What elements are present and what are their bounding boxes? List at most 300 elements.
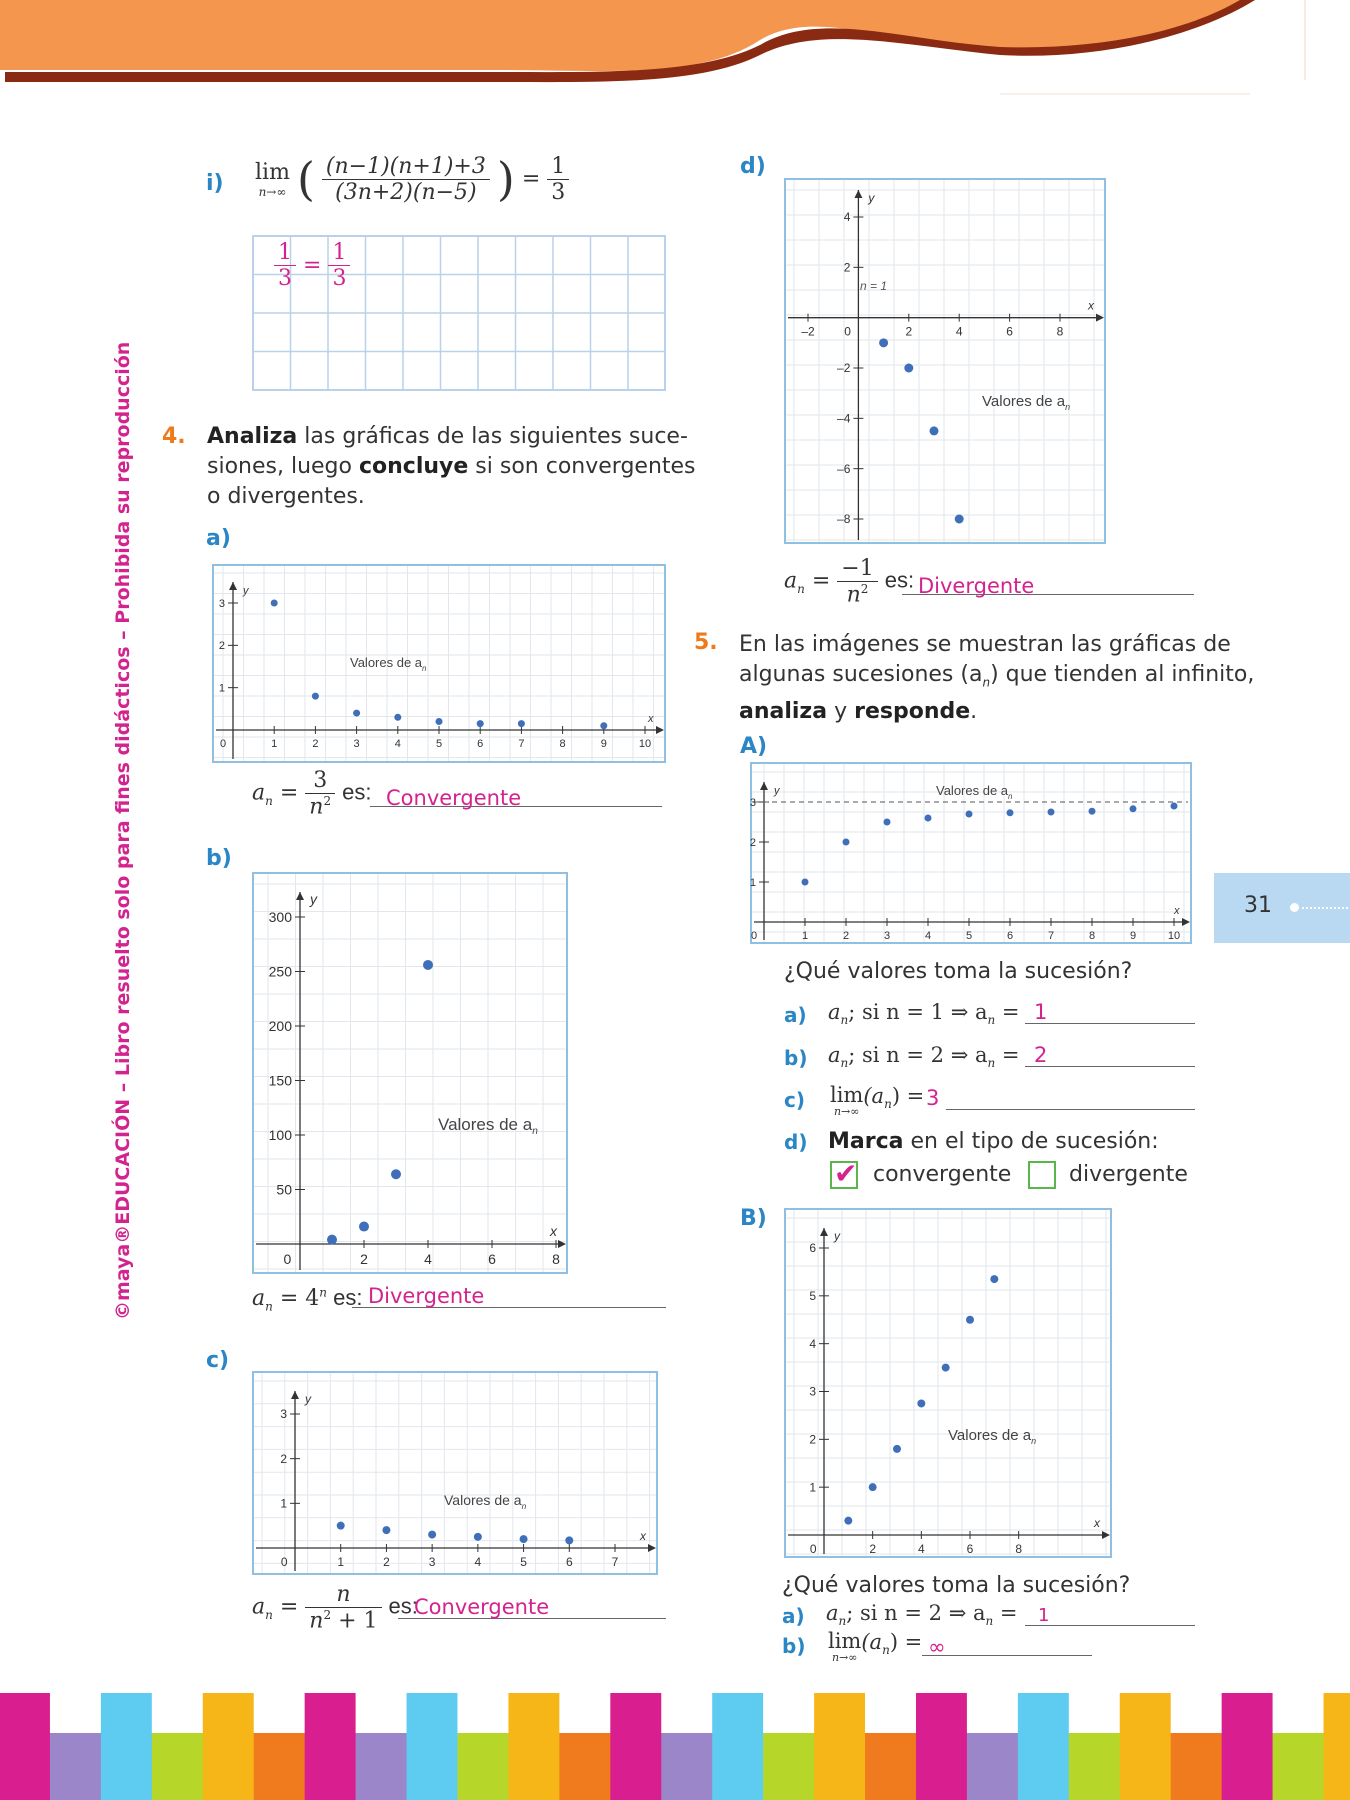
footer-bar-bottom — [712, 1733, 764, 1800]
q4-number: 4. — [162, 424, 186, 449]
data-point — [1130, 805, 1137, 812]
y-tick-label: 2 — [218, 640, 225, 653]
footer-bar-top — [407, 1693, 459, 1733]
lim-text: lim — [255, 159, 290, 185]
q5-analiza: analiza — [739, 699, 828, 725]
Aqd-marca: Marca — [828, 1129, 904, 1154]
footer-bar-bottom — [865, 1733, 917, 1800]
footer-bar-bottom — [661, 1733, 713, 1800]
Aqa-eq: = — [995, 1000, 1020, 1024]
footer-bar-top — [967, 1693, 1019, 1733]
chart-frame — [785, 179, 1105, 543]
x-tick-label: 6 — [966, 1542, 974, 1556]
fd-num: −1 — [837, 556, 877, 582]
footer-bar-top — [50, 1693, 102, 1733]
A-qb-expr — [828, 1043, 1020, 1070]
footer-bar-bottom — [407, 1733, 459, 1800]
fc-plus: + 1 — [331, 1608, 378, 1634]
y-tick-label: 2 — [750, 836, 756, 849]
y-tick-label: –8 — [837, 512, 851, 527]
q5-t3: y — [827, 699, 855, 725]
A-qb-answer: 2 — [1034, 1043, 1048, 1067]
x-tick-label: 2 — [312, 738, 319, 750]
footer-bar-bottom — [50, 1733, 102, 1800]
data-point — [942, 1364, 950, 1372]
y-tick-label: 4 — [843, 210, 851, 225]
x-tick-label: 7 — [611, 1555, 619, 1569]
y-tick-label: 2 — [809, 1432, 816, 1447]
y-axis-label: y — [243, 585, 249, 597]
item-i-limit: lim n→∞ ( $\frac{(n-1)(n+1)+3}{(3n+2)(n-5)}$ ) = $\frac{1}{3}$ — [255, 152, 569, 206]
B-qa-answer: 1 — [1038, 1605, 1050, 1626]
footer-bar-top — [1273, 1693, 1325, 1733]
limit-result-num: 1 — [547, 154, 569, 180]
x-tick-label: 9 — [1129, 930, 1137, 942]
Aqc-limsub: n→∞ — [833, 1105, 860, 1118]
checkbox-divergente[interactable] — [1028, 1161, 1056, 1189]
series-label: Valores de $a_n$ — [936, 783, 1013, 801]
footer-bar-bottom — [1222, 1733, 1274, 1800]
footer-bar-top — [559, 1693, 611, 1733]
fb-es: es: — [327, 1285, 363, 1310]
data-point — [1007, 809, 1014, 816]
Bqb-limsub: n→∞ — [831, 1651, 858, 1664]
x-tick-label: 7 — [1047, 930, 1055, 942]
y-tick-label: 4 — [809, 1336, 816, 1351]
q5-t2b: ) que tienden al infinito, — [990, 662, 1255, 687]
limit-denominator: (3n+2)(n−5) — [335, 179, 477, 205]
fa-exp: 2 — [323, 794, 332, 808]
lim-sub: n→∞ — [258, 184, 287, 199]
footer-bar-top — [661, 1693, 713, 1733]
footer-bar-top — [152, 1693, 204, 1733]
footer-bar-top — [508, 1693, 560, 1733]
y-tick-label: 3 — [809, 1384, 816, 1399]
chart-d — [784, 178, 1106, 544]
dotted-leader — [1302, 907, 1348, 909]
data-point — [966, 1316, 974, 1324]
footer-bar-top — [254, 1693, 306, 1733]
y-tick-label: 1 — [750, 876, 756, 889]
page-dot-icon — [1290, 903, 1299, 912]
x-tick-label: 4 — [424, 1251, 432, 1267]
A-qa-label: a) — [784, 1003, 807, 1027]
y-tick-label: –4 — [837, 411, 851, 426]
series-label-sub: n — [1008, 792, 1013, 801]
graph-B-label: B) — [740, 1206, 767, 1231]
graph-A-label: A) — [740, 734, 768, 759]
B-qa-expr — [826, 1601, 1018, 1628]
option-divergente: divergente — [1069, 1162, 1188, 1187]
y-tick-label: –2 — [837, 361, 851, 376]
x-tick-label: 4 — [917, 1542, 925, 1556]
q4-t4: o divergentes. — [207, 484, 365, 509]
y-tick-label: 6 — [809, 1241, 816, 1256]
q5-text — [739, 630, 1255, 727]
data-point — [520, 1535, 528, 1543]
ans-i-n2: 1 — [328, 240, 350, 266]
x-tick-label: 6 — [1006, 324, 1013, 339]
data-point — [391, 1169, 401, 1179]
Bqa-eq: = — [993, 1601, 1018, 1625]
formula-c — [252, 1582, 418, 1633]
ans-i-n1: 1 — [274, 240, 296, 266]
formula-a — [252, 768, 371, 819]
x-tick-label: 6 — [477, 738, 484, 750]
data-point — [966, 811, 973, 818]
x-tick-label: 0 — [280, 1555, 288, 1569]
side-copyright-text — [112, 342, 134, 1320]
graph-a-label: a) — [206, 526, 231, 551]
fb-exp: n — [319, 1285, 328, 1300]
x-tick-label: 3 — [883, 930, 891, 942]
x-tick-label: 5 — [435, 738, 443, 750]
y-tick-label: 2 — [843, 260, 851, 275]
series-label-sub: n — [532, 1126, 538, 1137]
fa-es: es: — [342, 779, 372, 805]
answer-c: Convergente — [414, 1595, 550, 1619]
data-point — [1048, 809, 1055, 816]
Aqb-sub: n — [840, 1056, 849, 1071]
Bqa-sub: n — [838, 1614, 847, 1629]
fd-es: es: — [884, 567, 915, 593]
data-point — [925, 815, 932, 822]
footer-bar-top — [865, 1693, 917, 1733]
footer-bar-top — [610, 1693, 662, 1733]
x-tick-label: 4 — [474, 1555, 482, 1569]
A-qb-label: b) — [784, 1046, 808, 1070]
answer-d: Divergente — [918, 574, 1035, 598]
Aqb-eq: = — [995, 1043, 1020, 1067]
footer-bar-bottom — [559, 1733, 611, 1800]
x-tick-label: 4 — [955, 324, 963, 339]
data-point — [917, 1399, 925, 1407]
A-qc-line — [946, 1109, 1195, 1110]
q4-t3: si son convergentes — [468, 454, 696, 479]
footer-bar-bottom — [814, 1733, 866, 1800]
Aqc-expr: (a — [863, 1084, 885, 1108]
chart-b — [252, 872, 568, 1274]
Bqb-expr2: ) = — [889, 1630, 923, 1654]
data-point — [1171, 803, 1178, 810]
x-tick-label: 8 — [552, 1251, 560, 1267]
y-tick-label: 3 — [750, 796, 756, 809]
data-point — [884, 819, 891, 826]
A-qa-expr — [828, 1000, 1020, 1027]
footer-bar-bottom — [203, 1733, 255, 1800]
footer-bar-bottom — [0, 1733, 51, 1800]
limit-result-den: 3 — [551, 179, 566, 205]
chart-frame — [785, 1209, 1111, 1557]
y-axis-label: y — [868, 191, 875, 205]
y-tick-label: 1 — [280, 1496, 287, 1511]
x-tick-label: 8 — [1088, 930, 1096, 942]
Bqa-sub2: n — [985, 1614, 994, 1629]
series-label: Valores de $a_n$ — [982, 393, 1071, 412]
Aqa-sub2: n — [987, 1013, 996, 1028]
A-qc-label: c) — [784, 1088, 805, 1112]
A-qc-expr — [830, 1084, 924, 1118]
chart-B — [784, 1208, 1112, 1558]
x-tick-label: 2 — [905, 324, 913, 339]
y-axis-label: y — [310, 891, 317, 907]
A-qc-answer: 3 — [926, 1086, 940, 1110]
y-tick-label: 1 — [218, 682, 225, 695]
data-point — [353, 710, 360, 717]
fc-eq: = — [279, 1594, 299, 1620]
fb-lhs: a — [252, 1286, 266, 1311]
checkbox-convergente[interactable] — [830, 1157, 858, 1190]
footer-bar-bottom — [1171, 1733, 1223, 1800]
series-label-sub: n — [422, 664, 427, 673]
x-axis-label: x — [1088, 298, 1094, 313]
x-tick-label: 2 — [383, 1555, 390, 1569]
footer-bar-top — [1171, 1693, 1223, 1733]
header-banner — [0, 0, 1350, 100]
footer-bar-bottom — [457, 1733, 509, 1800]
data-point — [327, 1235, 337, 1245]
footer-bar-bottom — [916, 1733, 968, 1800]
y-tick-label: 100 — [268, 1126, 292, 1143]
graph-d-label: d) — [740, 154, 766, 179]
q5-t2a: algunas sucesiones (a — [739, 662, 983, 687]
q4-t1: las gráficas de las siguientes suce- — [297, 424, 688, 449]
x-axis-label: x — [1174, 905, 1180, 917]
footer-bar-top — [305, 1693, 357, 1733]
item-i-label: i) — [206, 171, 224, 196]
footer-bar-bottom — [152, 1733, 204, 1800]
fc-lhs: a — [252, 1594, 266, 1620]
limit-equals: = — [521, 166, 541, 192]
x-tick-label: 3 — [428, 1555, 436, 1569]
Bqb-exprsub: n — [882, 1643, 890, 1658]
q5-t1: En las imágenes se muestran las gráficas de — [739, 632, 1231, 657]
footer-bar-top — [1120, 1693, 1172, 1733]
answer-a: Convergente — [386, 786, 522, 810]
B-qa-line — [1025, 1625, 1195, 1626]
fd-exp: 2 — [860, 582, 869, 596]
data-point — [337, 1522, 345, 1530]
footer-bar-top — [1324, 1693, 1350, 1733]
chart-a — [212, 564, 666, 763]
y-axis-label: y — [834, 1229, 840, 1243]
footer-bar-bottom — [967, 1733, 1019, 1800]
fc-den: n — [309, 1608, 324, 1634]
Aqb-text: ; si n = 2 ⇒ a — [848, 1043, 988, 1067]
footer-bar-bottom — [508, 1733, 560, 1800]
x-tick-label: 0 — [220, 738, 227, 750]
x-tick-label: 5 — [965, 930, 973, 942]
y-tick-label: 300 — [268, 908, 292, 925]
series-label: Valores de $a_n$ — [438, 1115, 538, 1137]
x-tick-label: 4 — [924, 930, 932, 942]
fa-lhs: a — [252, 780, 266, 806]
data-point — [879, 338, 888, 347]
fc-sub: n — [265, 1608, 273, 1623]
B-qb-label: b) — [782, 1634, 806, 1658]
footer-bar-top — [763, 1693, 815, 1733]
graph-b-label: b) — [206, 846, 232, 871]
footer-color-bars — [0, 1693, 1350, 1800]
item-i-answer — [274, 240, 350, 291]
fc-es: es: — [388, 1593, 418, 1619]
y-tick-label: 5 — [809, 1289, 816, 1304]
y-tick-label: 2 — [280, 1451, 287, 1466]
Bqa-text: ; si n = 2 ⇒ a — [846, 1601, 986, 1625]
page-number-tab — [1214, 873, 1350, 943]
footer-bar-top — [814, 1693, 866, 1733]
q5-t2sub: n — [982, 675, 991, 690]
ans-i-eq: = — [303, 253, 322, 278]
q4-concluye: concluye — [358, 454, 469, 479]
data-point — [990, 1275, 998, 1283]
data-point — [802, 879, 809, 886]
x-tick-label: 0 — [751, 930, 758, 942]
y-tick-label: 50 — [276, 1181, 292, 1198]
y-tick-label: 250 — [268, 963, 292, 980]
footer-bar-top — [0, 1693, 51, 1733]
B-qb-line — [922, 1655, 1092, 1656]
data-point — [869, 1483, 877, 1491]
y-tick-label: 3 — [218, 597, 225, 610]
data-point — [600, 722, 607, 729]
x-tick-label: 1 — [271, 738, 278, 750]
option-convergente: convergente — [873, 1162, 1012, 1187]
series-label-sub: n — [1031, 1436, 1037, 1446]
footer-bar-bottom — [254, 1733, 306, 1800]
Bqb-lim: lim — [828, 1629, 862, 1653]
fa-num: 3 — [305, 768, 335, 794]
fc-num: n — [305, 1582, 381, 1608]
data-point — [477, 720, 484, 727]
Aqc-lim: lim — [830, 1083, 864, 1107]
chart-frame — [253, 1372, 657, 1574]
x-tick-label: 8 — [559, 738, 566, 750]
x-tick-label: 2 — [360, 1251, 368, 1267]
x-tick-label: 4 — [394, 738, 401, 750]
x-tick-label: 8 — [1056, 324, 1064, 339]
Aqd-text: en el tipo de sucesión: — [903, 1129, 1159, 1154]
Aqc-expr2: ) = — [891, 1084, 925, 1108]
graph-c-label: c) — [206, 1348, 230, 1373]
y-tick-label: 200 — [268, 1017, 292, 1034]
checkmark-icon: ✔ — [834, 1157, 858, 1190]
footer-bar-bottom — [610, 1733, 662, 1800]
data-point — [518, 720, 525, 727]
footer-bar-top — [916, 1693, 968, 1733]
x-tick-label: 1 — [801, 930, 809, 942]
ans-i-d1: 3 — [278, 266, 292, 291]
fd-lhs: a — [784, 568, 798, 594]
B-qa-label: a) — [782, 1604, 805, 1628]
data-point — [474, 1533, 482, 1541]
chart-A — [750, 762, 1192, 944]
footer-bar-top — [1222, 1693, 1274, 1733]
fb-sub: n — [265, 1299, 273, 1314]
footer-bar-bottom — [101, 1733, 153, 1800]
footer-bar-top — [457, 1693, 509, 1733]
x-axis-label: x — [550, 1223, 557, 1239]
x-tick-label: 3 — [353, 738, 360, 750]
data-point — [1089, 808, 1096, 815]
x-tick-label: 6 — [488, 1251, 496, 1267]
data-point — [844, 1517, 852, 1525]
formula-b — [252, 1285, 362, 1313]
answer-b: Divergente — [368, 1284, 485, 1308]
Aqa-a: a — [828, 1000, 841, 1024]
x-axis-label: x — [648, 713, 654, 725]
x-tick-label: 10 — [638, 738, 652, 750]
formula-d — [784, 556, 914, 607]
y-tick-label: 150 — [268, 1072, 292, 1089]
footer-bar-top — [1069, 1693, 1121, 1733]
n-equals-label: n = 1 — [860, 279, 888, 293]
Aqc-exprsub: n — [884, 1097, 892, 1112]
x-tick-label: 2 — [869, 1542, 877, 1556]
graph-B-question: ¿Qué valores toma la sucesión? — [782, 1573, 1131, 1598]
series-label: Valores de $a_n$ — [444, 1492, 527, 1511]
footer-bar-bottom — [1273, 1733, 1325, 1800]
q5-number: 5. — [694, 630, 718, 655]
data-point — [312, 693, 319, 700]
data-point — [382, 1526, 390, 1534]
Aqa-sub: n — [840, 1013, 849, 1028]
A-qa-answer: 1 — [1034, 1000, 1048, 1024]
y-tick-label: 1 — [809, 1480, 816, 1495]
fa-eq: = — [279, 780, 299, 806]
q5-t4: . — [970, 699, 978, 725]
x-tick-label: 10 — [1167, 930, 1181, 942]
q4-analiza: Analiza — [207, 424, 298, 449]
series-label-sub: n — [521, 1501, 527, 1511]
data-point — [436, 718, 443, 725]
data-point — [428, 1531, 436, 1539]
fd-eq: = — [811, 568, 831, 594]
data-point — [565, 1536, 573, 1544]
fd-sub: n — [797, 582, 805, 597]
Bqa-a: a — [826, 1601, 839, 1625]
data-point — [930, 426, 939, 435]
data-point — [904, 364, 913, 373]
page-number: 31 — [1244, 893, 1272, 918]
data-point — [423, 960, 433, 970]
footer-bar-bottom — [1018, 1733, 1070, 1800]
x-tick-label: 1 — [337, 1555, 345, 1569]
footer-bar-top — [101, 1693, 153, 1733]
data-point — [359, 1222, 369, 1232]
data-point — [955, 515, 964, 524]
footer-bar-bottom — [1324, 1733, 1350, 1800]
footer-bar-bottom — [305, 1733, 357, 1800]
B-qb-answer: ∞ — [928, 1635, 946, 1659]
y-tick-label: –6 — [837, 461, 851, 476]
y-tick-label: 3 — [280, 1407, 287, 1422]
A-qd-label: d) — [784, 1130, 808, 1154]
Bqb-expr: (a — [861, 1630, 883, 1654]
data-point — [394, 714, 401, 721]
B-qb-expr — [828, 1630, 922, 1664]
Aqb-a: a — [828, 1043, 841, 1067]
x-tick-label: –2 — [801, 324, 815, 339]
footer-bar-top — [712, 1693, 764, 1733]
Aqb-sub2: n — [987, 1056, 996, 1071]
x-tick-label: 6 — [565, 1555, 573, 1569]
fb-rest: = 4 — [272, 1286, 320, 1311]
x-tick-label: 0 — [809, 1542, 817, 1556]
footer-bar-top — [356, 1693, 408, 1733]
y-axis-label: y — [774, 785, 780, 797]
limit-numerator: (n−1)(n+1)+3 — [322, 154, 490, 180]
